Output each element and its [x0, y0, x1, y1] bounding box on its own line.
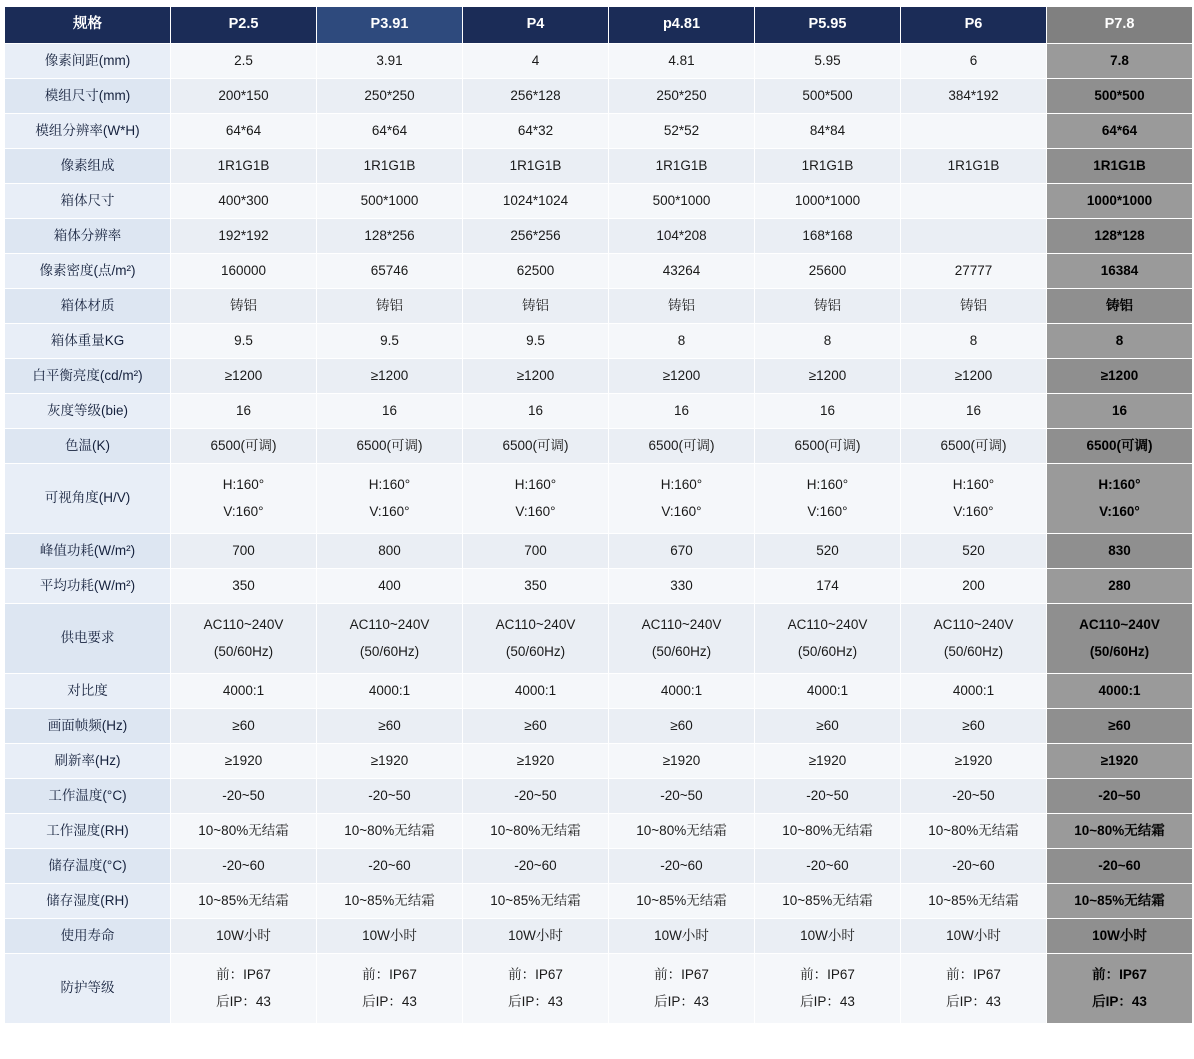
cell-15-2 — [463, 604, 609, 674]
cell-15-6 — [1047, 604, 1193, 674]
cell-3-4: 1R1G1B — [755, 149, 901, 184]
cell-3-1: 1R1G1B — [317, 149, 463, 184]
table-row — [5, 184, 1193, 219]
cell-line-2: V:160° — [515, 504, 556, 519]
cell-19-1: -20~50 — [317, 779, 463, 814]
cell-11-4: 6500(可调) — [755, 429, 901, 464]
row-label: 箱体材质 — [5, 289, 171, 324]
cell-6-5: 27777 — [901, 254, 1047, 289]
cell-12-4 — [755, 464, 901, 534]
column-header-p5-95: P5.95 — [755, 7, 901, 44]
table-row — [5, 779, 1193, 814]
cell-8-6: 8 — [1047, 324, 1193, 359]
cell-18-3: ≥1920 — [609, 744, 755, 779]
table-row — [5, 219, 1193, 254]
cell-10-6: 16 — [1047, 394, 1193, 429]
cell-line-1: 前：IP67 — [654, 966, 709, 982]
row-label: 箱体分辨率 — [5, 219, 171, 254]
cell-5-0: 192*192 — [171, 219, 317, 254]
cell-line-2: 后IP：43 — [508, 994, 563, 1009]
cell-9-1: ≥1200 — [317, 359, 463, 394]
table-row — [5, 359, 1193, 394]
cell-24-5 — [901, 954, 1047, 1024]
cell-21-6: -20~60 — [1047, 849, 1193, 884]
cell-16-5: 4000:1 — [901, 674, 1047, 709]
cell-17-4: ≥60 — [755, 709, 901, 744]
cell-4-5 — [901, 184, 1047, 219]
cell-17-6: ≥60 — [1047, 709, 1193, 744]
cell-3-3: 1R1G1B — [609, 149, 755, 184]
table-row — [5, 954, 1193, 1024]
cell-8-1: 9.5 — [317, 324, 463, 359]
cell-line-1: AC110~240V — [787, 616, 868, 632]
cell-20-3: 10~80%无结霜 — [609, 814, 755, 849]
cell-line-2: V:160° — [1099, 504, 1140, 519]
cell-2-2: 64*32 — [463, 114, 609, 149]
cell-line-1: 前：IP67 — [508, 966, 563, 982]
cell-12-2 — [463, 464, 609, 534]
cell-17-3: ≥60 — [609, 709, 755, 744]
cell-line-2: V:160° — [223, 504, 264, 519]
cell-line-2: (50/60Hz) — [797, 644, 858, 659]
cell-line-1: AC110~240V — [1079, 616, 1160, 632]
cell-line-1: H:160° — [806, 476, 849, 492]
cell-3-0: 1R1G1B — [171, 149, 317, 184]
table-row — [5, 534, 1193, 569]
cell-9-5: ≥1200 — [901, 359, 1047, 394]
row-label: 工作湿度(RH) — [5, 814, 171, 849]
cell-19-4: -20~50 — [755, 779, 901, 814]
table-row — [5, 44, 1193, 79]
cell-5-6: 128*128 — [1047, 219, 1193, 254]
cell-line-2: (50/60Hz) — [213, 644, 274, 659]
cell-13-5: 520 — [901, 534, 1047, 569]
table-row — [5, 254, 1193, 289]
cell-17-5: ≥60 — [901, 709, 1047, 744]
column-header-p4: P4 — [463, 7, 609, 44]
cell-19-3: -20~50 — [609, 779, 755, 814]
row-label: 灰度等级(bie) — [5, 394, 171, 429]
cell-12-3 — [609, 464, 755, 534]
cell-12-1 — [317, 464, 463, 534]
row-label: 像素密度(点/m²) — [5, 254, 171, 289]
cell-15-0 — [171, 604, 317, 674]
cell-line-2: 后IP：43 — [362, 994, 417, 1009]
column-header-p7-8: P7.8 — [1047, 7, 1193, 44]
cell-line-2: (50/60Hz) — [943, 644, 1004, 659]
table-row — [5, 464, 1193, 534]
cell-4-6: 1000*1000 — [1047, 184, 1193, 219]
cell-14-2: 350 — [463, 569, 609, 604]
cell-14-3: 330 — [609, 569, 755, 604]
cell-19-5: -20~50 — [901, 779, 1047, 814]
cell-21-5: -20~60 — [901, 849, 1047, 884]
cell-0-2: 4 — [463, 44, 609, 79]
cell-17-1: ≥60 — [317, 709, 463, 744]
cell-line-2: (50/60Hz) — [1089, 644, 1150, 659]
cell-line-1: AC110~240V — [641, 616, 722, 632]
cell-16-6: 4000:1 — [1047, 674, 1193, 709]
cell-23-2: 10W小时 — [463, 919, 609, 954]
cell-14-4: 174 — [755, 569, 901, 604]
cell-7-1: 铸铝 — [317, 289, 463, 324]
cell-22-6: 10~85%无结霜 — [1047, 884, 1193, 919]
cell-24-3 — [609, 954, 755, 1024]
cell-22-5: 10~85%无结霜 — [901, 884, 1047, 919]
cell-7-4: 铸铝 — [755, 289, 901, 324]
cell-0-4: 5.95 — [755, 44, 901, 79]
cell-1-2: 256*128 — [463, 79, 609, 114]
cell-7-5: 铸铝 — [901, 289, 1047, 324]
table-header — [5, 7, 1193, 44]
cell-9-3: ≥1200 — [609, 359, 755, 394]
cell-14-1: 400 — [317, 569, 463, 604]
row-label: 供电要求 — [5, 604, 171, 674]
cell-11-2: 6500(可调) — [463, 429, 609, 464]
cell-12-5 — [901, 464, 1047, 534]
cell-14-0: 350 — [171, 569, 317, 604]
cell-1-6: 500*500 — [1047, 79, 1193, 114]
cell-20-6: 10~80%无结霜 — [1047, 814, 1193, 849]
cell-11-1: 6500(可调) — [317, 429, 463, 464]
cell-5-5 — [901, 219, 1047, 254]
cell-0-3: 4.81 — [609, 44, 755, 79]
cell-18-1: ≥1920 — [317, 744, 463, 779]
table-row — [5, 429, 1193, 464]
row-label: 使用寿命 — [5, 919, 171, 954]
row-label: 可视角度(H/V) — [5, 464, 171, 534]
cell-24-4 — [755, 954, 901, 1024]
cell-3-2: 1R1G1B — [463, 149, 609, 184]
row-label: 白平衡亮度(cd/m²) — [5, 359, 171, 394]
cell-23-1: 10W小时 — [317, 919, 463, 954]
cell-3-6: 1R1G1B — [1047, 149, 1193, 184]
cell-11-5: 6500(可调) — [901, 429, 1047, 464]
cell-9-2: ≥1200 — [463, 359, 609, 394]
cell-4-3: 500*1000 — [609, 184, 755, 219]
cell-13-6: 830 — [1047, 534, 1193, 569]
cell-9-4: ≥1200 — [755, 359, 901, 394]
cell-line-1: AC110~240V — [203, 616, 284, 632]
cell-5-3: 104*208 — [609, 219, 755, 254]
cell-6-6: 16384 — [1047, 254, 1193, 289]
cell-24-0 — [171, 954, 317, 1024]
cell-5-2: 256*256 — [463, 219, 609, 254]
cell-14-5: 200 — [901, 569, 1047, 604]
cell-line-1: 前：IP67 — [216, 966, 271, 982]
cell-line-2: 后IP：43 — [946, 994, 1001, 1009]
cell-line-2: 后IP：43 — [216, 994, 271, 1009]
row-label: 峰值功耗(W/m²) — [5, 534, 171, 569]
cell-6-0: 160000 — [171, 254, 317, 289]
cell-7-3: 铸铝 — [609, 289, 755, 324]
cell-22-3: 10~85%无结霜 — [609, 884, 755, 919]
cell-9-6: ≥1200 — [1047, 359, 1193, 394]
table-row — [5, 289, 1193, 324]
cell-20-1: 10~80%无结霜 — [317, 814, 463, 849]
cell-line-1: 前：IP67 — [946, 966, 1001, 982]
cell-line-1: AC110~240V — [349, 616, 430, 632]
cell-15-4 — [755, 604, 901, 674]
cell-21-3: -20~60 — [609, 849, 755, 884]
row-label: 像素组成 — [5, 149, 171, 184]
cell-24-6 — [1047, 954, 1193, 1024]
cell-2-3: 52*52 — [609, 114, 755, 149]
cell-21-2: -20~60 — [463, 849, 609, 884]
cell-10-2: 16 — [463, 394, 609, 429]
table-row — [5, 604, 1193, 674]
table-row — [5, 849, 1193, 884]
cell-8-3: 8 — [609, 324, 755, 359]
cell-5-1: 128*256 — [317, 219, 463, 254]
cell-17-2: ≥60 — [463, 709, 609, 744]
cell-8-2: 9.5 — [463, 324, 609, 359]
cell-12-0 — [171, 464, 317, 534]
row-label: 像素间距(mm) — [5, 44, 171, 79]
cell-line-1: H:160° — [514, 476, 557, 492]
cell-line-2: (50/60Hz) — [651, 644, 712, 659]
cell-23-0: 10W小时 — [171, 919, 317, 954]
cell-7-2: 铸铝 — [463, 289, 609, 324]
cell-line-1: H:160° — [222, 476, 265, 492]
cell-6-3: 43264 — [609, 254, 755, 289]
cell-13-2: 700 — [463, 534, 609, 569]
column-header-p6: P6 — [901, 7, 1047, 44]
cell-11-6: 6500(可调) — [1047, 429, 1193, 464]
cell-10-3: 16 — [609, 394, 755, 429]
cell-4-1: 500*1000 — [317, 184, 463, 219]
cell-20-2: 10~80%无结霜 — [463, 814, 609, 849]
table-row — [5, 394, 1193, 429]
cell-line-1: 前：IP67 — [800, 966, 855, 982]
cell-17-0: ≥60 — [171, 709, 317, 744]
cell-13-3: 670 — [609, 534, 755, 569]
row-label: 防护等级 — [5, 954, 171, 1024]
cell-24-2 — [463, 954, 609, 1024]
cell-line-1: 前：IP67 — [362, 966, 417, 982]
cell-2-4: 84*84 — [755, 114, 901, 149]
cell-21-1: -20~60 — [317, 849, 463, 884]
cell-18-5: ≥1920 — [901, 744, 1047, 779]
cell-22-2: 10~85%无结霜 — [463, 884, 609, 919]
cell-20-5: 10~80%无结霜 — [901, 814, 1047, 849]
row-label: 色温(K) — [5, 429, 171, 464]
cell-21-0: -20~60 — [171, 849, 317, 884]
cell-11-3: 6500(可调) — [609, 429, 755, 464]
cell-10-5: 16 — [901, 394, 1047, 429]
cell-1-1: 250*250 — [317, 79, 463, 114]
table-row — [5, 114, 1193, 149]
cell-12-6 — [1047, 464, 1193, 534]
cell-line-2: V:160° — [661, 504, 702, 519]
cell-18-4: ≥1920 — [755, 744, 901, 779]
cell-line-1: AC110~240V — [495, 616, 576, 632]
cell-2-5 — [901, 114, 1047, 149]
table-row — [5, 569, 1193, 604]
row-label: 箱体重量KG — [5, 324, 171, 359]
cell-4-0: 400*300 — [171, 184, 317, 219]
cell-11-0: 6500(可调) — [171, 429, 317, 464]
table-row — [5, 884, 1193, 919]
cell-16-2: 4000:1 — [463, 674, 609, 709]
cell-13-0: 700 — [171, 534, 317, 569]
cell-14-6: 280 — [1047, 569, 1193, 604]
cell-1-3: 250*250 — [609, 79, 755, 114]
cell-line-1: H:160° — [660, 476, 703, 492]
row-label: 箱体尺寸 — [5, 184, 171, 219]
cell-15-3 — [609, 604, 755, 674]
cell-8-4: 8 — [755, 324, 901, 359]
cell-6-2: 62500 — [463, 254, 609, 289]
table-row — [5, 814, 1193, 849]
cell-line-2: (50/60Hz) — [359, 644, 420, 659]
cell-16-4: 4000:1 — [755, 674, 901, 709]
cell-1-5: 384*192 — [901, 79, 1047, 114]
cell-10-1: 16 — [317, 394, 463, 429]
cell-8-0: 9.5 — [171, 324, 317, 359]
row-label: 储存湿度(RH) — [5, 884, 171, 919]
cell-line-1: H:160° — [368, 476, 411, 492]
cell-line-1: 前：IP67 — [1092, 966, 1147, 982]
table-row — [5, 324, 1193, 359]
table-row — [5, 709, 1193, 744]
cell-0-0: 2.5 — [171, 44, 317, 79]
cell-0-5: 6 — [901, 44, 1047, 79]
cell-23-6: 10W小时 — [1047, 919, 1193, 954]
table-body — [5, 44, 1193, 1024]
cell-0-6: 7.8 — [1047, 44, 1193, 79]
cell-23-4: 10W小时 — [755, 919, 901, 954]
cell-7-6: 铸铝 — [1047, 289, 1193, 324]
cell-2-1: 64*64 — [317, 114, 463, 149]
cell-10-0: 16 — [171, 394, 317, 429]
cell-21-4: -20~60 — [755, 849, 901, 884]
column-header-p4-81: p4.81 — [609, 7, 755, 44]
cell-2-6: 64*64 — [1047, 114, 1193, 149]
cell-0-1: 3.91 — [317, 44, 463, 79]
cell-line-2: 后IP：43 — [1092, 994, 1147, 1009]
cell-16-0: 4000:1 — [171, 674, 317, 709]
cell-19-0: -20~50 — [171, 779, 317, 814]
cell-20-0: 10~80%无结霜 — [171, 814, 317, 849]
row-label: 画面帧频(Hz) — [5, 709, 171, 744]
cell-13-1: 800 — [317, 534, 463, 569]
header-row — [5, 7, 1193, 44]
cell-8-5: 8 — [901, 324, 1047, 359]
row-label: 储存温度(°C) — [5, 849, 171, 884]
row-label: 模组尺寸(mm) — [5, 79, 171, 114]
cell-line-2: 后IP：43 — [654, 994, 709, 1009]
cell-18-0: ≥1920 — [171, 744, 317, 779]
cell-23-5: 10W小时 — [901, 919, 1047, 954]
column-header-p2-5: P2.5 — [171, 7, 317, 44]
cell-6-1: 65746 — [317, 254, 463, 289]
cell-20-4: 10~80%无结霜 — [755, 814, 901, 849]
column-header-p3-91: P3.91 — [317, 7, 463, 44]
table-row — [5, 149, 1193, 184]
cell-4-2: 1024*1024 — [463, 184, 609, 219]
cell-10-4: 16 — [755, 394, 901, 429]
table-row — [5, 919, 1193, 954]
row-label: 工作温度(°C) — [5, 779, 171, 814]
cell-24-1 — [317, 954, 463, 1024]
row-label: 对比度 — [5, 674, 171, 709]
row-label: 模组分辨率(W*H) — [5, 114, 171, 149]
cell-line-2: V:160° — [807, 504, 848, 519]
cell-2-0: 64*64 — [171, 114, 317, 149]
cell-4-4: 1000*1000 — [755, 184, 901, 219]
cell-19-2: -20~50 — [463, 779, 609, 814]
cell-3-5: 1R1G1B — [901, 149, 1047, 184]
cell-line-2: V:160° — [953, 504, 994, 519]
row-label: 平均功耗(W/m²) — [5, 569, 171, 604]
cell-9-0: ≥1200 — [171, 359, 317, 394]
cell-19-6: -20~50 — [1047, 779, 1193, 814]
cell-16-3: 4000:1 — [609, 674, 755, 709]
column-header-spec: 规格 — [5, 7, 171, 44]
cell-line-2: (50/60Hz) — [505, 644, 566, 659]
cell-18-6: ≥1920 — [1047, 744, 1193, 779]
cell-15-1 — [317, 604, 463, 674]
cell-15-5 — [901, 604, 1047, 674]
led-specification-table — [4, 6, 1193, 1024]
table-row — [5, 744, 1193, 779]
cell-22-4: 10~85%无结霜 — [755, 884, 901, 919]
cell-line-2: V:160° — [369, 504, 410, 519]
cell-1-0: 200*150 — [171, 79, 317, 114]
cell-line-1: AC110~240V — [933, 616, 1014, 632]
cell-line-1: H:160° — [952, 476, 995, 492]
row-label: 刷新率(Hz) — [5, 744, 171, 779]
cell-22-0: 10~85%无结霜 — [171, 884, 317, 919]
cell-13-4: 520 — [755, 534, 901, 569]
cell-16-1: 4000:1 — [317, 674, 463, 709]
cell-line-1: H:160° — [1098, 476, 1141, 492]
cell-22-1: 10~85%无结霜 — [317, 884, 463, 919]
cell-23-3: 10W小时 — [609, 919, 755, 954]
cell-5-4: 168*168 — [755, 219, 901, 254]
cell-18-2: ≥1920 — [463, 744, 609, 779]
table-row — [5, 79, 1193, 114]
cell-line-2: 后IP：43 — [800, 994, 855, 1009]
cell-7-0: 铸铝 — [171, 289, 317, 324]
cell-1-4: 500*500 — [755, 79, 901, 114]
cell-6-4: 25600 — [755, 254, 901, 289]
table-row — [5, 674, 1193, 709]
